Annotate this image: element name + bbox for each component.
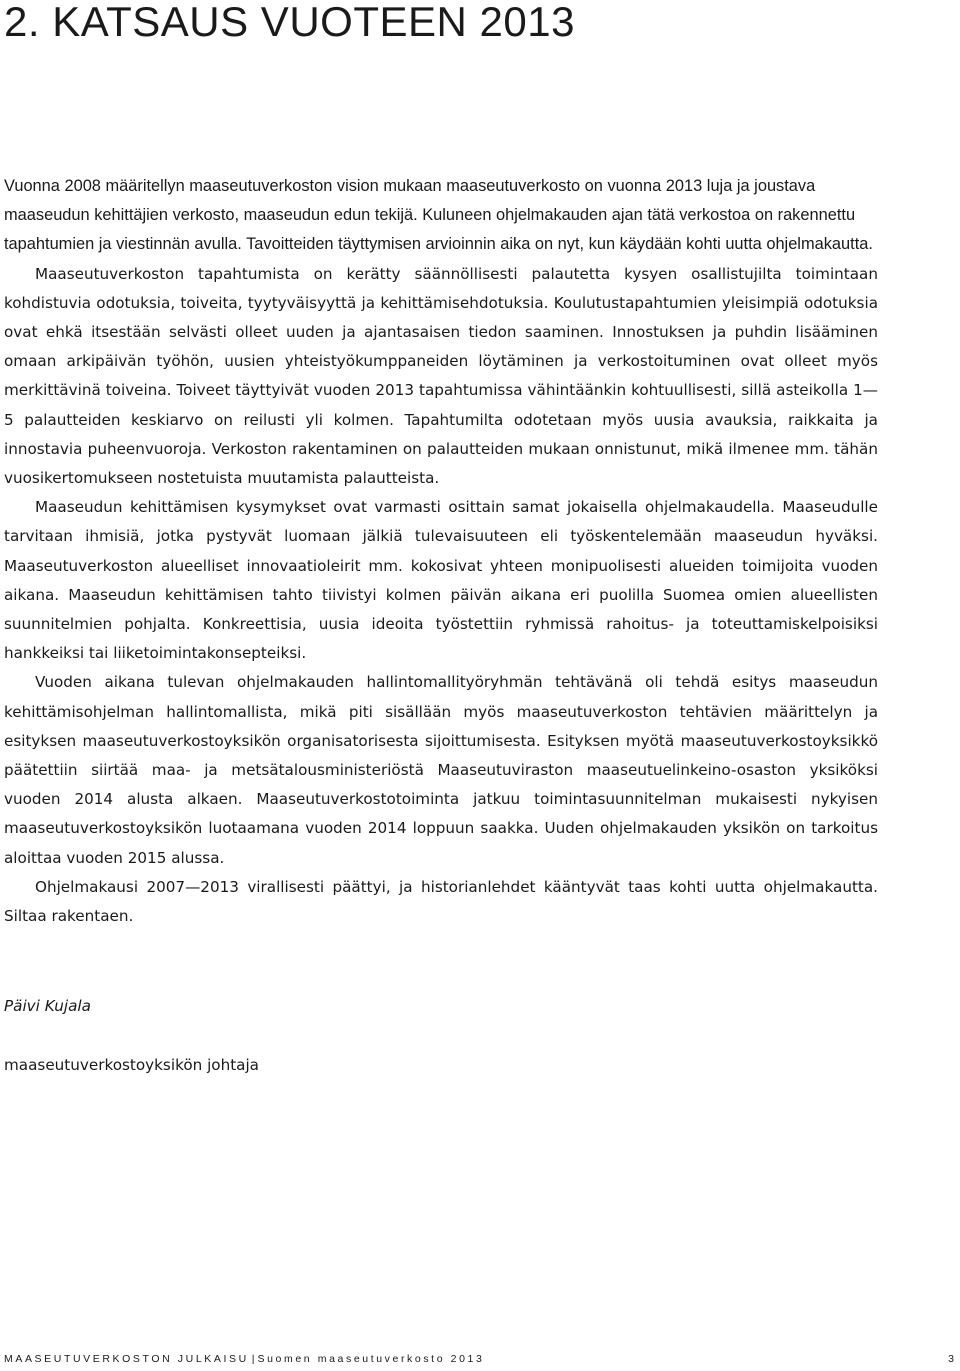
article-body	[4, 172, 878, 931]
paragraph-governance: Vuoden aikana tulevan ohjelmakauden hallintomallityöryhmän tehtävänä oli tehdä esitys maaseudun kehittämisohjelman hallintomallista, mikä piti sisällään myös maaseutuverkoston tehtävien määrittelyn ja esityksen maaseutuverkostoyksikön organisatorisesta sijoittumisesta. Esityksen myötä maaseutuverkostoyksikkö päätettiin siirtää maa- ja metsätalousministeriöstä Maaseutuviraston maaseutuelinkeino-osaston yksiköksi vuoden 2014 alusta alkaen. Maaseutuverkostotoiminta jatkuu toimintasuunnitelman mukaisesti nykyisen maaseutuverkostoyksikön luotaamana vuoden 2014 loppuun saakka. Uuden ohjelmakauden yksikön on tarkoitus aloittaa vuoden 2015 alussa.	[4, 673, 878, 867]
footer-subtitle: Suomen maaseutuverkosto 2013	[257, 1353, 485, 1365]
signature-title: maaseutuverkostoyksikön johtaja	[4, 1056, 259, 1074]
page-footer	[4, 1352, 484, 1366]
footer-publication: MAASEUTUVERKOSTON JULKAISU	[4, 1353, 249, 1365]
paragraph-intro: Vuonna 2008 määritellyn maaseutuverkoston vision mukaan maaseutuverkosto on vuonna 2013 luja ja joustava maaseudun kehittäjien verkosto, maaseudun edun tekijä. Kuluneen ohjelmakauden ajan tätä verkostoa on rakennettu tapahtumien ja viestinnän avulla. Tavoitteiden täyttymisen arvioinnin aika on nyt, kun käydään kohti uutta ohjelmakautta.	[4, 177, 873, 254]
signature-name: Päivi Kujala	[4, 997, 91, 1015]
page-title: 2. KATSAUS VUOTEEN 2013	[4, 0, 575, 45]
footer-separator: |	[251, 1353, 255, 1365]
paragraph-development: Maaseudun kehittämisen kysymykset ovat varmasti osittain samat jokaisella ohjelmakaudella. Maaseudulle tarvitaan ihmisiä, jotka pystyvät luomaan jälkiä tulevaisuuteen eli työskentelemään maaseudun hyväksi. Maaseutuverkoston alueelliset innovaatioleirit mm. kokosivat yhteen monipuolisesti alueiden toimijoita vuoden aikana. Maaseudun kehittämisen tahto tiivistyi kolmen päivän aikana eri puolilla Suomea omien alueellisten suunnitelmien pohjalta. Konkreettisia, uusia ideoita työstettiin ryhmissä rahoitus- ja toteuttamiskelpoisiksi hankkeiksi tai liiketoimintakonsepteiksi.	[4, 498, 878, 663]
paragraph-closing: Ohjelmakausi 2007—2013 virallisesti päättyi, ja historianlehdet kääntyvät taas kohti uutta ohjelmakautta. Siltaa rakentaen.	[4, 877, 878, 926]
page-number: 3	[948, 1353, 954, 1365]
paragraph-feedback: Maaseutuverkoston tapahtumista on kerätty säännöllisesti palautetta kysyen osallistujilta toimintaan kohdistuvia odotuksia, toiveita, tyytyväisyyttä ja kehittämisehdotuksia. Koulutustapahtumien yleisimpiä odotuksia ovat ehkä itsestään selvästi olleet uuden ja ajantasaisen tiedon saaminen. Innostuksen ja puhdin lisääminen omaan arkipäivän työhön, uusien yhteistyökumppaneiden löytäminen ja verkostoituminen ovat olleet myös merkittävinä toiveina. Toiveet täyttyivät vuoden 2013 tapahtumissa vähintäänkin kohtuullisesti, sillä asteikolla 1—5 palautteiden keskiarvo on reilusti yli kolmen. Tapahtumilta odotetaan myös uusia avauksia, raikkaita ja innostavia puheenvuoroja. Verkoston rakentaminen on palautteiden mukaan onnistunut, mikä ilmenee mm. tähän vuosikertomukseen nostetuista muutamista palautteista.	[4, 264, 878, 488]
